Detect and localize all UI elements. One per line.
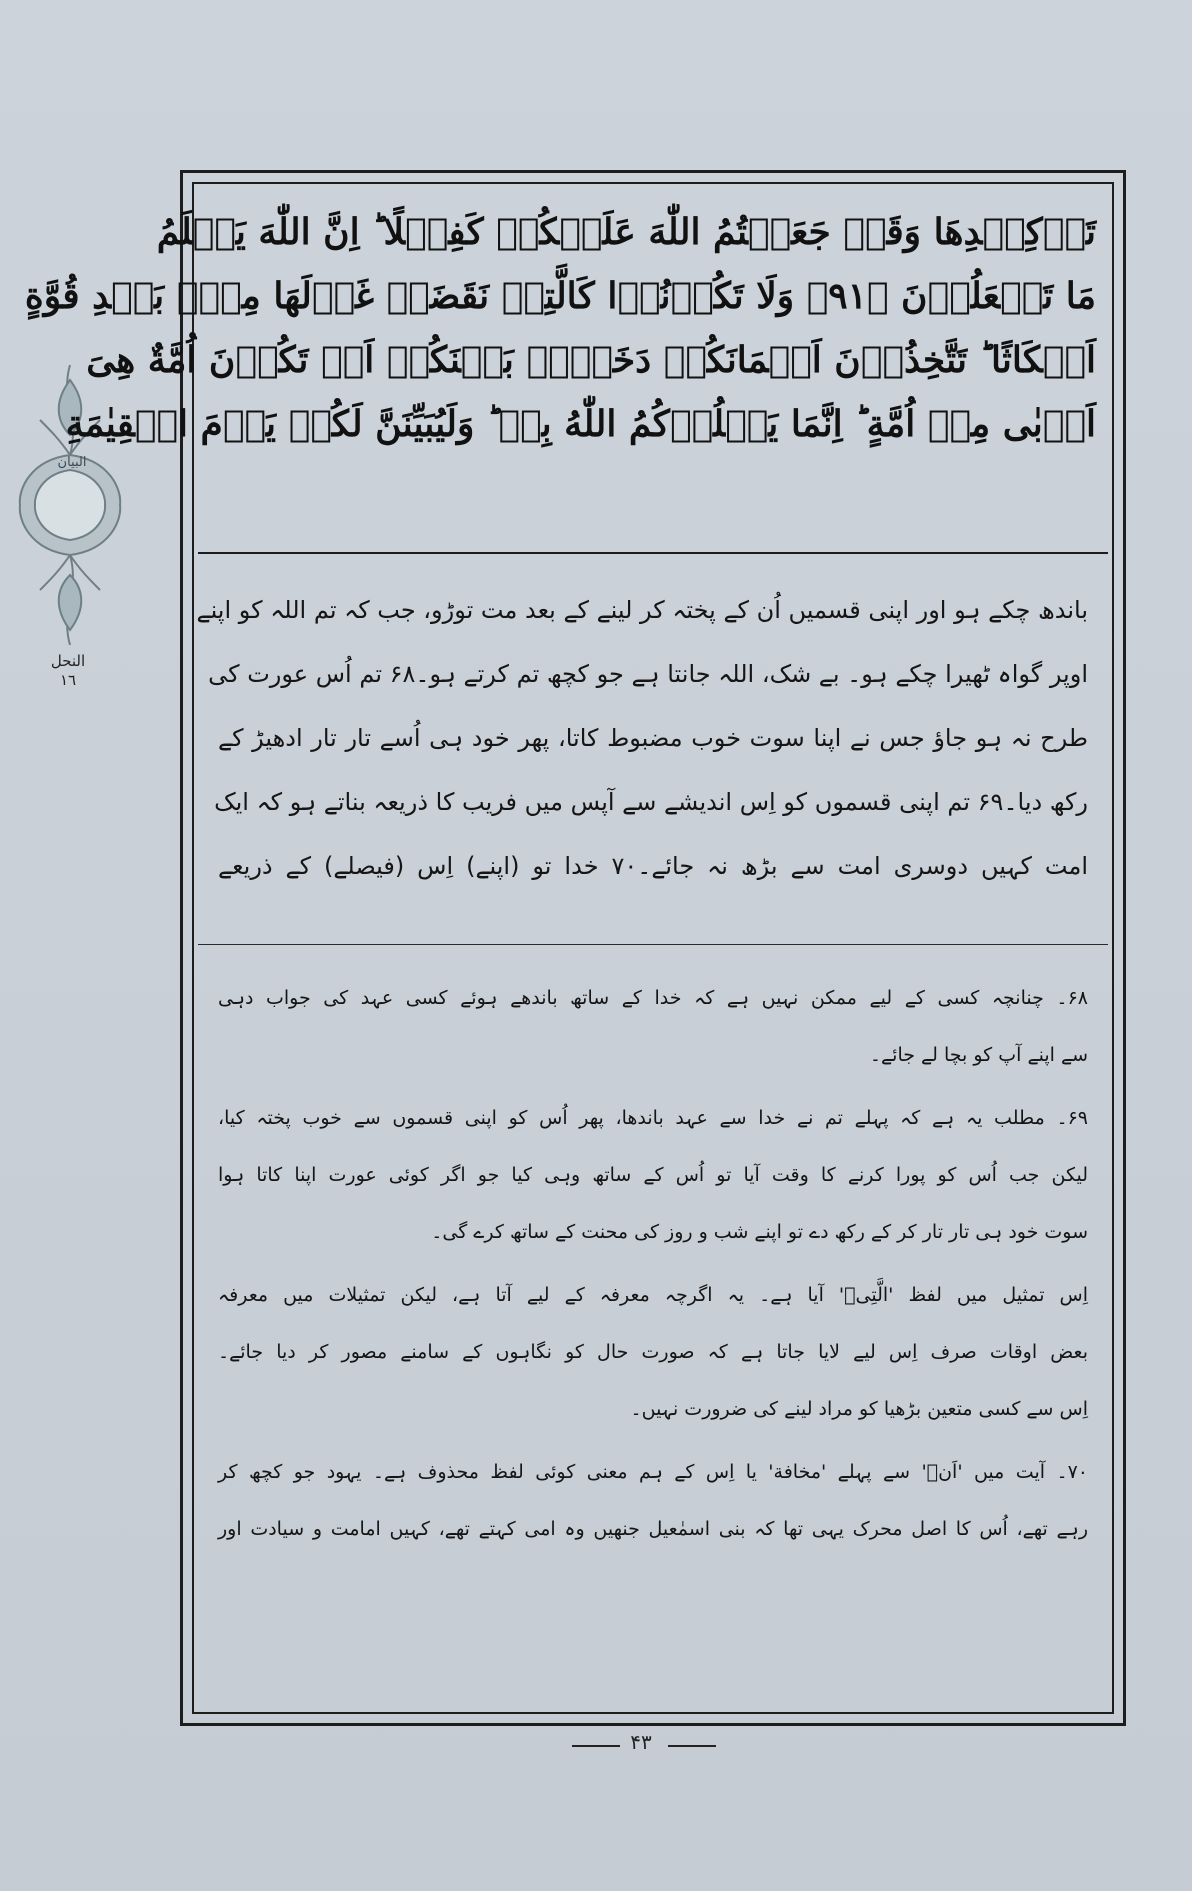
translation-block [196,578,1088,898]
translation-line: باندھ چکے ہو اور اپنی قسمیں اُن کے پختہ کر لینے کے بعد مت توڑو، جب کہ تم اللہ کو اپنے [196,596,1088,624]
page-number-dash-right [668,1745,716,1747]
surah-number: ١٦ [59,671,77,689]
surah-marker [38,652,98,690]
footnote-line: سے اپنے آپ کو بچا لے جائے۔ [869,1044,1088,1066]
translation-line: اوپر گواہ ٹھیرا چکے ہو۔ بے شک، اللہ جانتا ہے جو کچھ تم کرتے ہو۔۶۸ تم اُس عورت کی [208,660,1088,688]
footnote-line: لیکن جب اُس کو پورا کرنے کا وقت آیا تو اُس کے ساتھ وہی کیا جو اگر کوئی عورت اپنا کاتا ہوا [218,1164,1088,1186]
divider-translation-notes [198,944,1108,945]
footnote-line: اِس تمثیل میں لفظ 'الَّتِىۡ' آیا ہے۔ یہ اگرچہ معرفہ کے لیے آتا ہے، لیکن تمثیلات میں معرفہ [218,1284,1088,1306]
arabic-line: اَنۡكَاثًا ؕ تَتَّخِذُوۡنَ اَيۡمَانَكُمۡ دَخَلًاۢ بَيۡنَكُمۡ اَنۡ تَكُوۡنَ اُمَّةٌ هِىَ [86,339,1096,381]
footnote-line: اِس سے کسی متعین بڑھیا کو مراد لینے کی ضرورت نہیں۔ [630,1398,1088,1420]
footnotes-block [218,970,1088,1558]
page-number: ۴۳ [630,1730,652,1754]
translation-line: امت کہیں دوسری امت سے بڑھ نہ جائے۔۷۰ خدا تو (اپنے) اِس (فیصلے) کے ذریعے [218,852,1088,880]
footnote-line: ۶۸۔ چنانچہ کسی کے لیے ممکن نہیں ہے کہ خدا کے ساتھ باندھے ہوئے کسی عہد کی جواب دہی [218,987,1088,1009]
footnote-line: بعض اوقات صرف اِس لیے لایا جاتا ہے کہ صورت حال کو نگاہوں کے سامنے مصور کر دیا جائے۔ [218,1341,1088,1363]
arabic-line: مَا تَفۡعَلُوۡنَ ﴿۹۱﴾ وَلَا تَكُوۡنُوۡا كَالَّتِىۡ نَقَضَتۡ غَزۡلَهَا مِنۡۢ بَعۡدِ قُوَّةٍ [24,275,1096,317]
footnote-line: رہے تھے، اُس کا اصل محرک یہی تھا کہ بنی اسمٰعیل جنھیں وہ امی کہتے تھے، کہیں امامت و سیادت اور [218,1518,1088,1540]
divider-arabic-translation [198,552,1108,554]
translation-line: رکھ دیا۔۶۹ تم اپنی قسموں کو اِس اندیشے سے آپس میں فریب کا ذریعہ بناتے ہو کہ ایک [214,788,1088,816]
ornament-label: البيان [57,455,87,470]
footnote-line: سوت خود ہی تار تار کر کے رکھ دے تو اپنے شب و روز کی محنت کے ساتھ کرے گی۔ [431,1221,1088,1243]
footnote-line: ۶۹۔ مطلب یہ ہے کہ پہلے تم نے خدا سے عہد باندھا، پھر اُس کو اپنی قسموں سے خوب پختہ کیا، [218,1107,1088,1129]
surah-name: النحل [50,652,86,670]
arabic-line: تَوۡكِيۡدِهَا وَقَدۡ جَعَلۡتُمُ اللّٰهَ عَلَيۡكُمۡ كَفِيۡلًا ؕ اِنَّ اللّٰهَ يَعۡلَمُ [156,211,1096,253]
arabic-line: اَرۡبٰى مِنۡ اُمَّةٍ ؕ اِنَّمَا يَبۡلُوۡكُمُ اللّٰهُ بِهٖ ؕ وَلَيُبَيِّنَنَّ لَكُمۡ يَوۡمَ الۡقِيٰمَةِ [65,403,1096,445]
translation-line: طرح نہ ہو جاؤ جس نے اپنا سوت خوب مضبوط کاتا، پھر خود ہی اُسے تار تار ادھیڑ کے [218,724,1088,752]
footnote-line: ۷۰۔ آیت میں 'اَنۡ' سے پہلے 'مخافة' یا اِس کے ہم معنی کوئی لفظ محذوف ہے۔ یہود جو کچھ کر [218,1461,1088,1483]
arabic-text-block [24,200,1096,456]
